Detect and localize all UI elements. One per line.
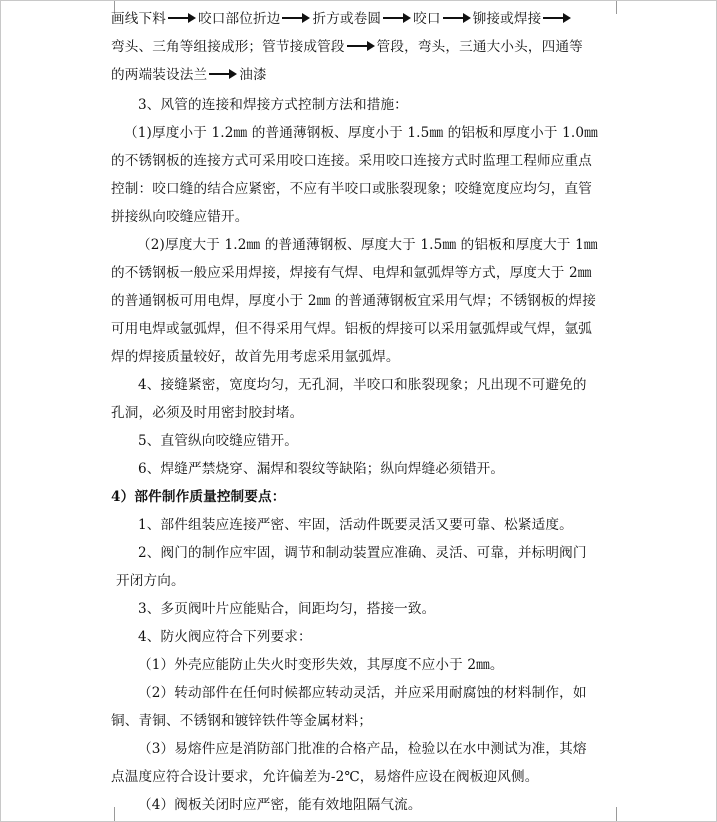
arrow-right-icon xyxy=(443,12,471,24)
paragraph-line: 的普通钢板可用电焊，厚度小于 2㎜ 的普通薄钢板宜采用气焊；不锈钢板的焊接 xyxy=(111,293,597,309)
paragraph-line: 的不锈钢板一般应采用焊接，焊接有气焊、电焊和氩弧焊等方式，厚度大于 2㎜ xyxy=(111,265,592,281)
list-item-1: 1、部件组装应连接严密、牢固，活动件既要灵活又要可靠、松紧适度。 xyxy=(138,517,573,533)
paragraph-line: 焊的焊接质量较好，故首先用考虑采用氩弧焊。 xyxy=(111,349,400,365)
process-flow-line-2 xyxy=(111,33,613,61)
arrow-right-icon xyxy=(347,40,375,52)
paragraph-line: 可用电焊或氩弧焊，但不得采用气焊。铝板的焊接可以采用氩弧焊或气焊，氩弧 xyxy=(111,321,593,337)
paragraph-line: （2)厚度大于 1.2㎜ 的普通薄钢板、厚度大于 1.5㎜ 的铝板和厚度大于 1㎜ xyxy=(137,237,598,253)
list-item-3: 3、多页阀叶片应能贴合，间距均匀，搭接一致。 xyxy=(138,601,436,617)
flow-step: 折方或卷圆 xyxy=(312,11,382,27)
sub-item-2: （2）转动部件在任何时候都应转动灵活，并应采用耐腐蚀的材料制作，如 xyxy=(138,685,587,701)
paragraph-line: 开闭方向。 xyxy=(116,573,185,589)
flow-step: 油漆 xyxy=(239,67,267,83)
sub-item-4: （4）阀板关闭时应严密，能有效地阻隔气流。 xyxy=(138,797,422,813)
flow-step: 弯头、三角等组接成形；管节接成管段 xyxy=(111,39,345,55)
flow-step: 咬口部位折边 xyxy=(197,11,281,27)
flow-step: 画线下料 xyxy=(111,11,166,27)
arrow-right-icon xyxy=(543,12,571,24)
arrow-right-icon xyxy=(209,68,237,80)
margin-mark-top-right xyxy=(616,0,631,14)
process-flow-line-3 xyxy=(111,61,613,89)
list-item-4-fire-damper: 4、防火阀应符合下列要求： xyxy=(138,629,312,645)
list-item-2: 2、阀门的制作应牢固，调节和制动装置应准确、灵活、可靠，并标明阀门 xyxy=(138,545,587,561)
flow-step: 铆接或焊接 xyxy=(472,11,542,27)
arrow-right-icon xyxy=(282,12,310,24)
paragraph-line: 的不锈钢板的连接方式可采用咬口连接。采用咬口连接方式时监理工程师应重点 xyxy=(111,153,593,169)
sub-item-1: （1）外壳应能防止失火时变形失效，其厚度不应小于 2㎜。 xyxy=(138,657,504,673)
paragraph-line: 点温度应符合设计要求，允许偏差为-2℃，易熔件应设在阀板迎风侧。 xyxy=(111,769,539,785)
section-heading-4: 4）部件制作质量控制要点： xyxy=(111,489,286,505)
paragraph-line: 孔洞，必须及时用密封胶封堵。 xyxy=(111,405,304,421)
arrow-right-icon xyxy=(383,12,411,24)
list-item-5: 5、直管纵向咬缝应错开。 xyxy=(138,433,298,449)
flow-step: 管段，弯头，三通大小头，四通等 xyxy=(376,39,583,55)
list-item-4: 4、接缝紧密，宽度均匀，无孔洞，半咬口和胀裂现象；凡出现不可避免的 xyxy=(138,377,587,393)
section-heading-3: 3、风管的连接和焊接方式控制方法和措施： xyxy=(138,97,408,113)
arrow-right-icon xyxy=(168,12,196,24)
flow-step: 的两端装设法兰 xyxy=(111,67,208,83)
paragraph-line: 控制：咬口缝的结合应紧密，不应有半咬口或胀裂现象；咬缝宽度应均匀，直管 xyxy=(111,181,593,197)
process-flow-line-1 xyxy=(111,5,613,33)
paragraph-line: 拼接纵向咬缝应错开。 xyxy=(111,209,249,225)
list-item-6: 6、焊缝严禁烧穿、漏焊和裂纹等缺陷；纵向焊缝必须错开。 xyxy=(138,461,505,477)
paragraph-line: 铜、青铜、不锈钢和镀锌铁件等金属材料； xyxy=(111,713,373,729)
flow-step: 咬口 xyxy=(413,11,441,27)
sub-item-3: （3）易熔件应是消防部门批准的合格产品，检验以在水中测试为准，其熔 xyxy=(138,741,587,757)
paragraph-line: （1)厚度小于 1.2㎜ 的普通薄钢板、厚度小于 1.5㎜ 的铝板和厚度小于 1.0㎜ xyxy=(124,125,598,141)
